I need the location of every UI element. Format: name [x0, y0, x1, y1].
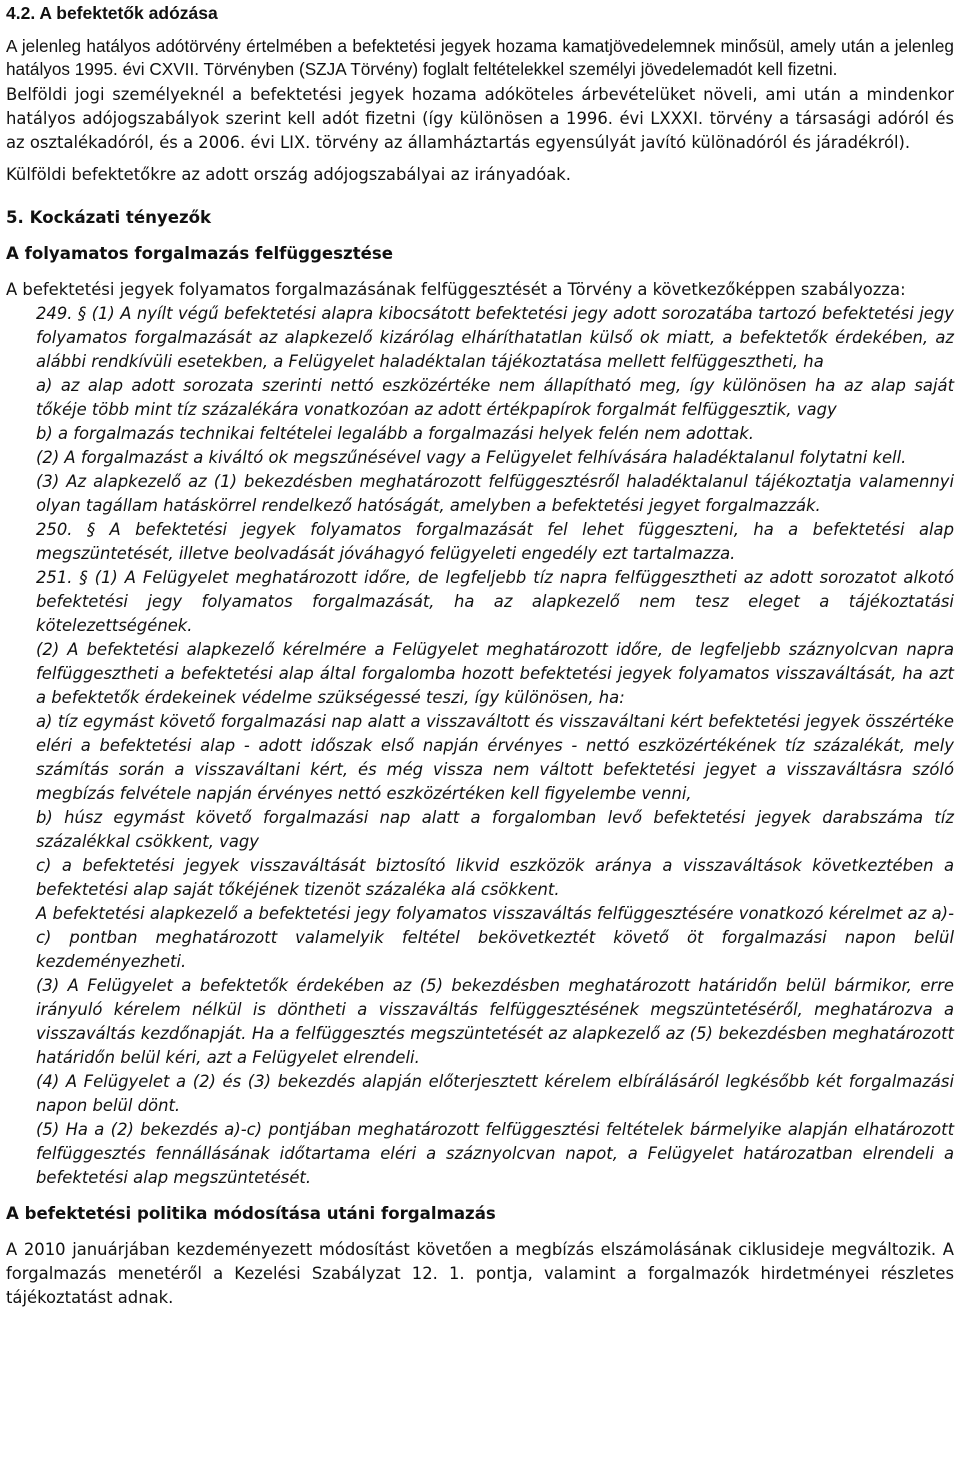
law-quote-line: (5) Ha a (2) bekezdés a)-c) pontjában meghatározott felfüggesztési feltételek bármelyike alapján elhatározott felfüggesztés fennállásának időtartama eléri a száznyolcvan napot, a Felügyelet határozatban elrendeli a befektetési alap megszüntetését. — [36, 1120, 954, 1187]
law-quote-line: (4) A Felügyelet a (2) és (3) bekezdés alapján előterjesztett kérelem elbírálásáról legkésőbb két forgalmazási napon belül dönt. — [36, 1072, 954, 1115]
law-quote-line: (3) Az alapkezelő az (1) bekezdésben meghatározott felfüggesztésről haladéktalanul tájékoztatja valamennyi olyan tagállam hatáskörrel rendelkező hatóságát, amelyben a befektetési jegyet forgalmazzák. — [36, 472, 954, 515]
law-quote-line: c) a befektetési jegyek visszaváltását biztosító likvid eszközök aránya a visszaváltások következtében a befektetési alap saját tőkéjének tizenöt százaléka alá csökkent. — [36, 856, 954, 899]
paragraph-legal-entities: Belföldi jogi személyeknél a befektetési jegyek hozama adóköteles árbevételüket növeli, ami után a mindenkor hatályos adójogszabályok szerint kell adót fizetni (így különösen a 1996. évi LXXXI. törvény a társasági adóról és az osztalékadóról, és a 2006. évi LIX. törvény az államháztartás egyensúlyát javító különadóról és járadékról). — [6, 85, 954, 152]
section-title-risk: 5. Kockázati tényezők — [6, 208, 212, 227]
law-quote-line: 251. § (1) A Felügyelet meghatározott időre, de legfeljebb tíz napra felfüggesztheti az adott sorozatot alkotó befektetési jegy folyamatos forgalmazását, ha az alapkezelő nem tesz eleget a tájékoztatási kötelezettségének. — [36, 568, 954, 635]
law-quote-line: a) az alap adott sorozata szerinti nettó eszközértéke nem állapítható meg, így különösen ha az alap saját tőkéje több mint tíz százalékára vonatkozóan az adott értékpapírok forgalmát felfüggesztik, vagy — [36, 376, 954, 419]
law-quote-line: (2) A befektetési alapkezelő kérelmére a Felügyelet meghatározott időre, de legfeljebb száznyolcvan napra felfüggesztheti a befektetési alap által forgalomba hozott befektetési jegyek folyamatos visszaváltását, ha azt a befektetők érdekeinek védelme szükségessé teszi, így különösen, ha: — [36, 640, 954, 707]
paragraph-suspension-intro: A befektetési jegyek folyamatos forgalmazásának felfüggesztését a Törvény a következőképpen szabályozza: — [6, 280, 906, 299]
paragraph-foreign-investors: Külföldi befektetőkre az adott ország adójogszabályai az irányadóak. — [6, 165, 571, 184]
document-page — [6, 0, 954, 1310]
subsection-title-policy-change: A befektetési politika módosítása utáni forgalmazás — [6, 1204, 496, 1223]
law-quote-line: 249. § (1) A nyílt végű befektetési alapra kibocsátott befektetési jegy adott sorozatába tartozó befektetési jegy folyamatos forgalmazását az alapkezelő kizárólag elháríthatatlan külső ok miatt, a befektetők érdekében, az alábbi rendkívüli esetekben, a Felügyelet haladéktalan tájékoztatása mellett felfüggesztheti, ha — [36, 304, 954, 371]
paragraph-policy-change: A 2010 januárjában kezdeményezett módosítást követően a megbízás elszámolásának ciklusideje megváltozik. A forgalmazás menetéről a Kezelési Szabályzat 12. 1. pontja, valamint a forgalmazók hirdetményei részletes tájékoztatást adnak. — [6, 1240, 954, 1307]
law-quote-line: (2) A forgalmazást a kiváltó ok megszűnésével vagy a Felügyelet felhívására haladéktalanul folytatni kell. — [36, 448, 907, 467]
law-quote-block — [6, 302, 954, 1190]
section-title-tax: 4.2. A befektetők adózása — [6, 3, 218, 23]
law-quote-line: b) húsz egymást követő forgalmazási nap alatt a forgalomban levő befektetési jegyek darabszáma tíz százalékkal csökkent, vagy — [36, 808, 954, 851]
law-quote-line: (3) A Felügyelet a befektetők érdekében az (5) bekezdésben meghatározott határidőn belül bármikor, erre irányuló kérelem nélkül is döntheti a visszaváltás felfüggesztésének megszüntetéséről, meghatározva a visszaváltás kezdőnapját. Ha a felfüggesztés megszüntetését az alapkezelő az (5) bekezdésben meghatározott határidőn belül kéri, azt a Felügyelet elrendeli. — [36, 976, 954, 1067]
paragraph-tax-law: A jelenleg hatályos adótörvény értelmében a befektetési jegyek hozama kamatjövedelemnek minősül, amely után a jelenleg hatályos 1995. évi CXVII. Törvényben (SZJA Törvény) foglalt feltételekkel személyi jövedelemadót kell fizetni. — [6, 36, 954, 79]
subsection-title-suspension: A folyamatos forgalmazás felfüggesztése — [6, 244, 394, 263]
law-quote-line: 250. § A befektetési jegyek folyamatos forgalmazását fel lehet függeszteni, ha a befektetési alap megszüntetését, illetve beolvadását jóváhagyó felügyeleti engedély ezt tartalmazza. — [36, 520, 954, 563]
law-quote-line: a) tíz egymást követő forgalmazási nap alatt a visszaváltott és visszaváltani kért befektetési jegyek összértéke eléri a befektetési alap - adott időszak első napján érvényes - nettó eszközértékének tíz százalékát, mely számítás során a visszaváltani kért, és még vissza nem váltott befektetési jegyet a visszaváltásra szóló megbízás felvétele napján érvényes nettó eszközértéken kell figyelembe venni, — [36, 712, 954, 803]
law-quote-line: b) a forgalmazás technikai feltételei legalább a forgalmazási helyek felén nem adottak. — [36, 424, 754, 443]
law-quote-line: A befektetési alapkezelő a befektetési jegy folyamatos visszaváltás felfüggesztésére vonatkozó kérelmet az a)-c) pontban meghatározott valamelyik feltétel bekövetkeztét követő öt forgalmazási napon belül kezdeményezheti. — [36, 904, 954, 971]
